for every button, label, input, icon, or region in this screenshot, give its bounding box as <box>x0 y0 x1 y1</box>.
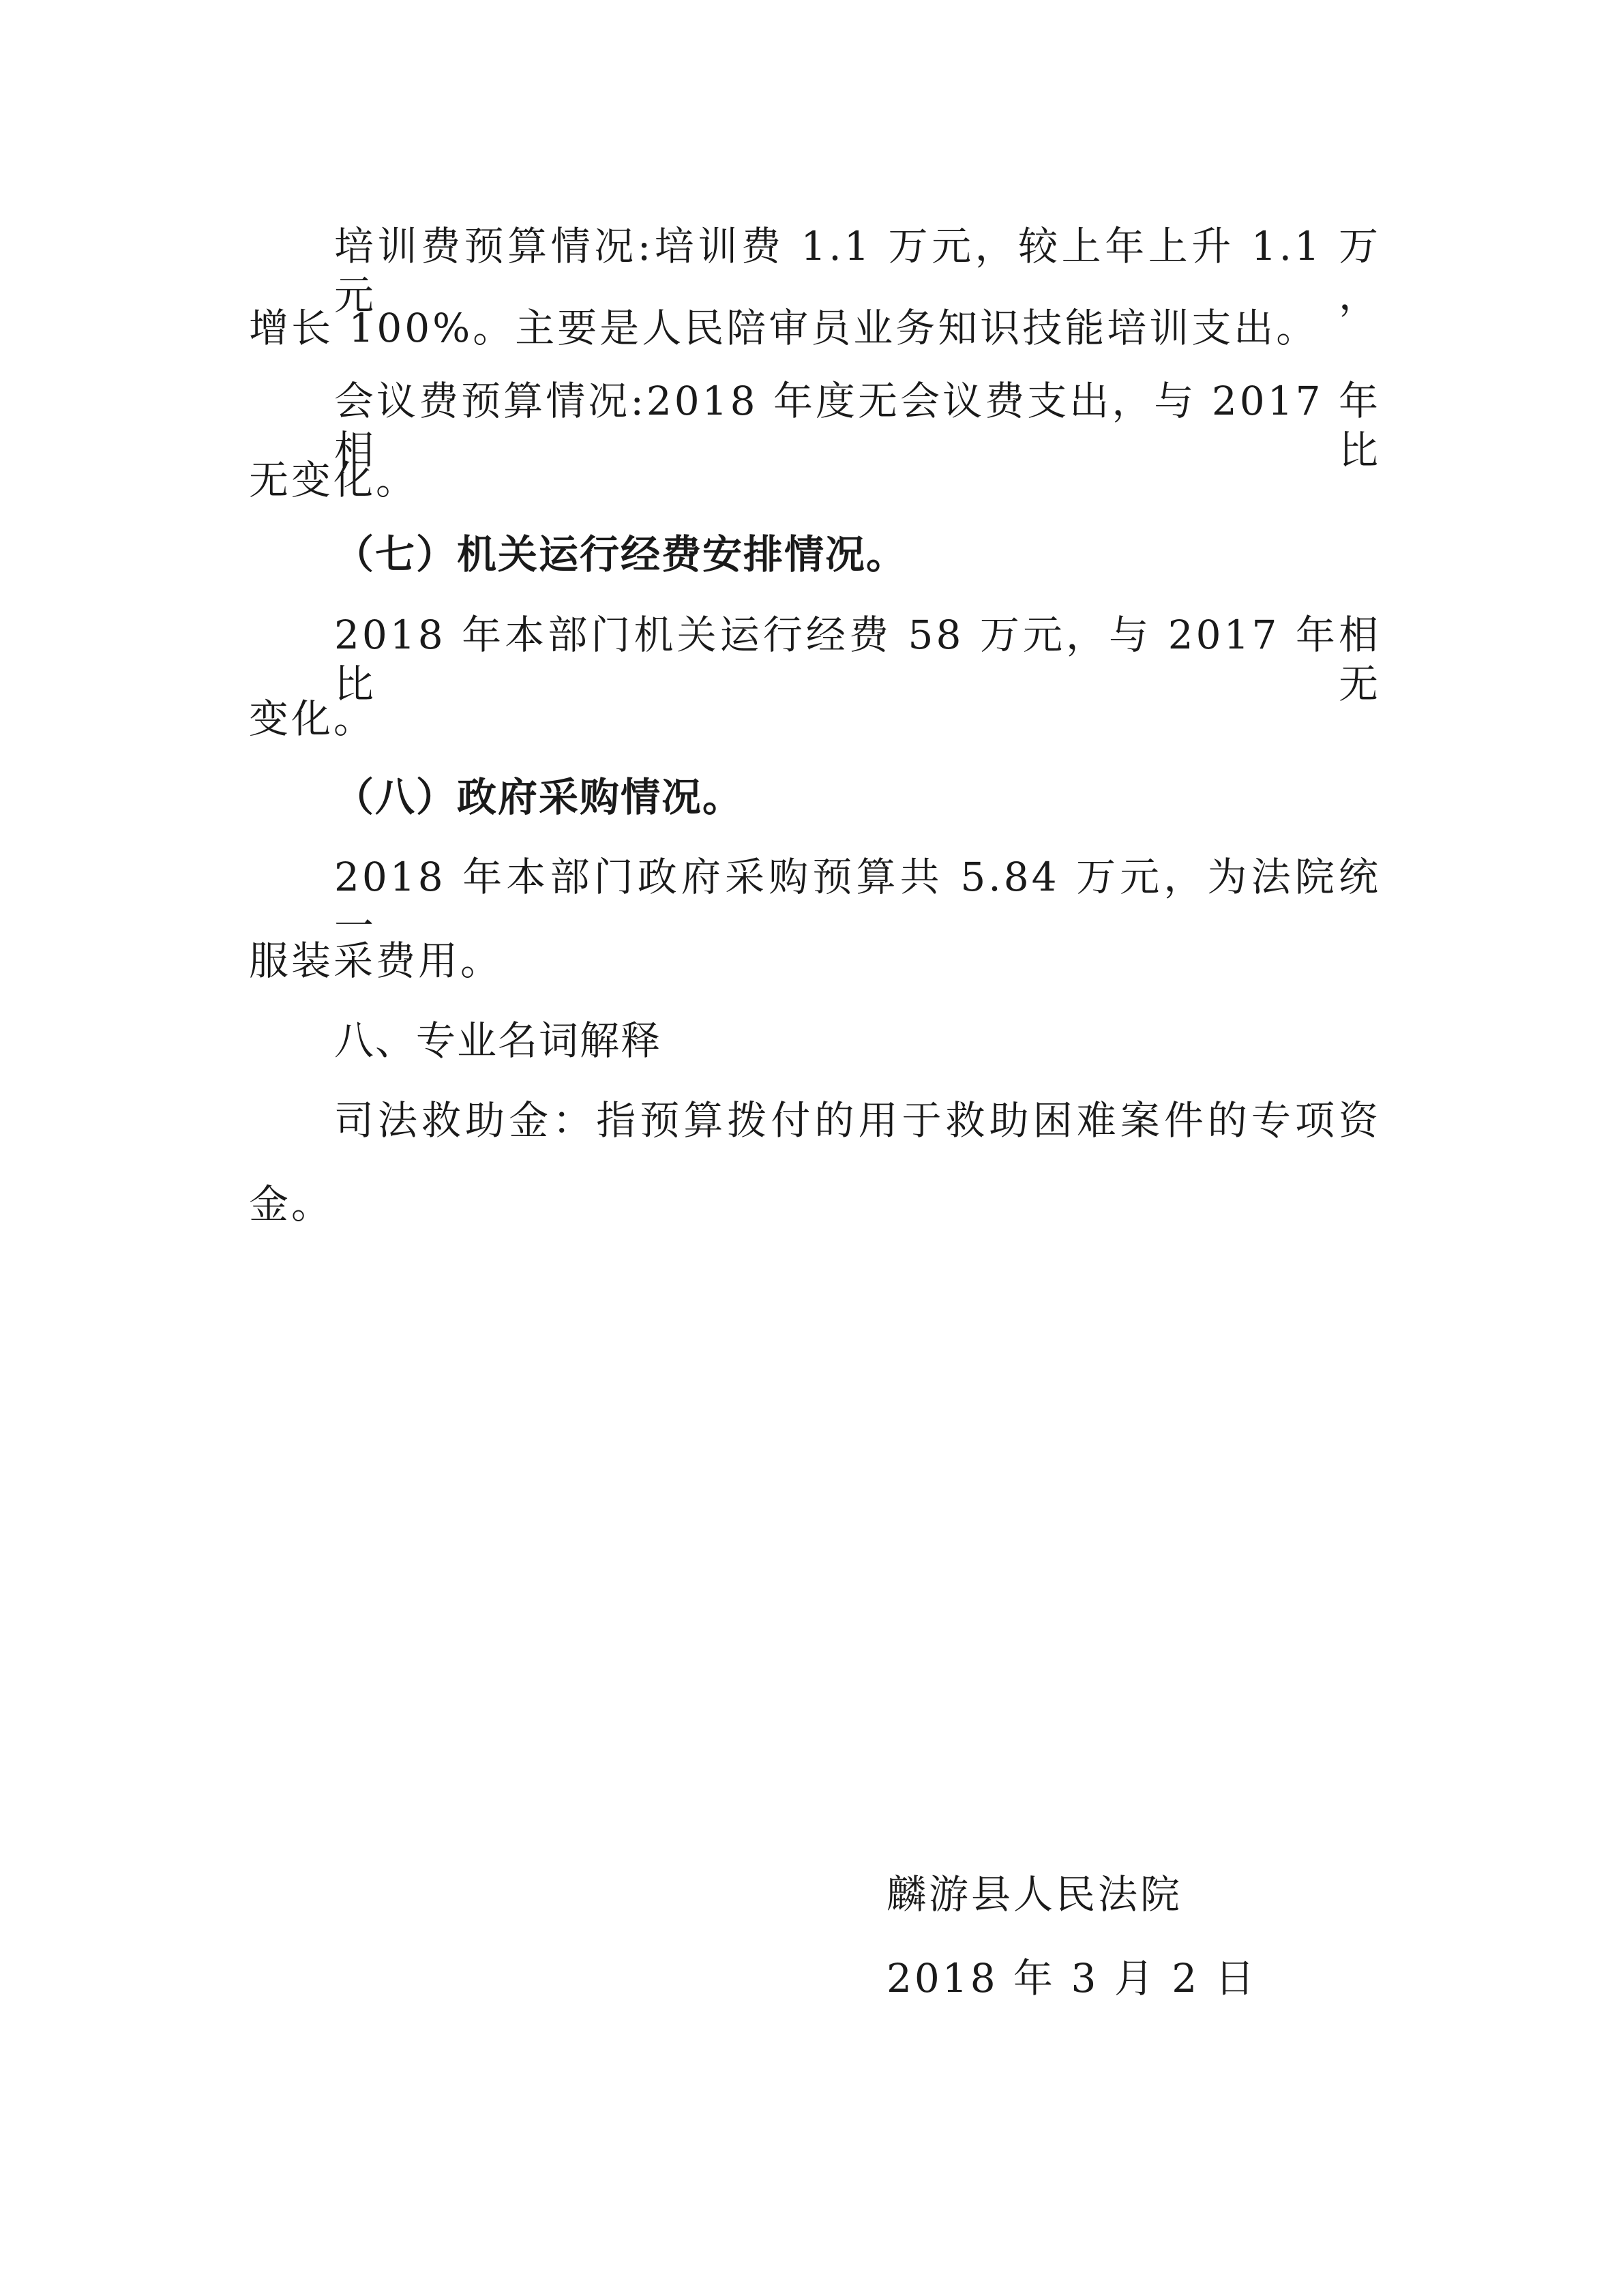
heading-section-8: （八）政府采购情况。 <box>334 774 744 820</box>
judicial-aid-line-1: 司法救助金：指预算拨付的用于救助困难案件的专项资 <box>334 1097 1381 1144</box>
training-fee-line-2: 增长 100%。主要是人民陪审员业务知识技能培训支出。 <box>249 305 1319 351</box>
operating-cost-line-1: 2018 年本部门机关运行经费 58 万元，与 2017 年相比无 <box>334 612 1381 707</box>
meeting-fee-line-1: 会议费预算情况:2018 年度无会议费支出，与 2017 年相比 <box>334 378 1381 473</box>
section-terms-heading: 八、专业名词解释 <box>334 1017 662 1064</box>
heading-section-7: （七）机关运行经费安排情况。 <box>334 531 908 578</box>
procurement-line-1: 2018 年本部门政府采购预算共 5.84 万元，为法院统一 <box>334 854 1381 949</box>
judicial-aid-line-2: 金。 <box>249 1181 334 1227</box>
procurement-line-2: 服装采费用。 <box>249 938 503 984</box>
meeting-fee-line-2: 无变化。 <box>249 457 419 503</box>
signature-organization: 麟游县人民法院 <box>887 1871 1183 1918</box>
training-fee-line-1: 培训费预算情况:培训费 1.1 万元，较上年上升 1.1 万元， <box>334 223 1381 318</box>
signature-date: 2018 年 3 月 2 日 <box>887 1955 1257 2001</box>
operating-cost-line-2: 变化。 <box>249 696 376 742</box>
